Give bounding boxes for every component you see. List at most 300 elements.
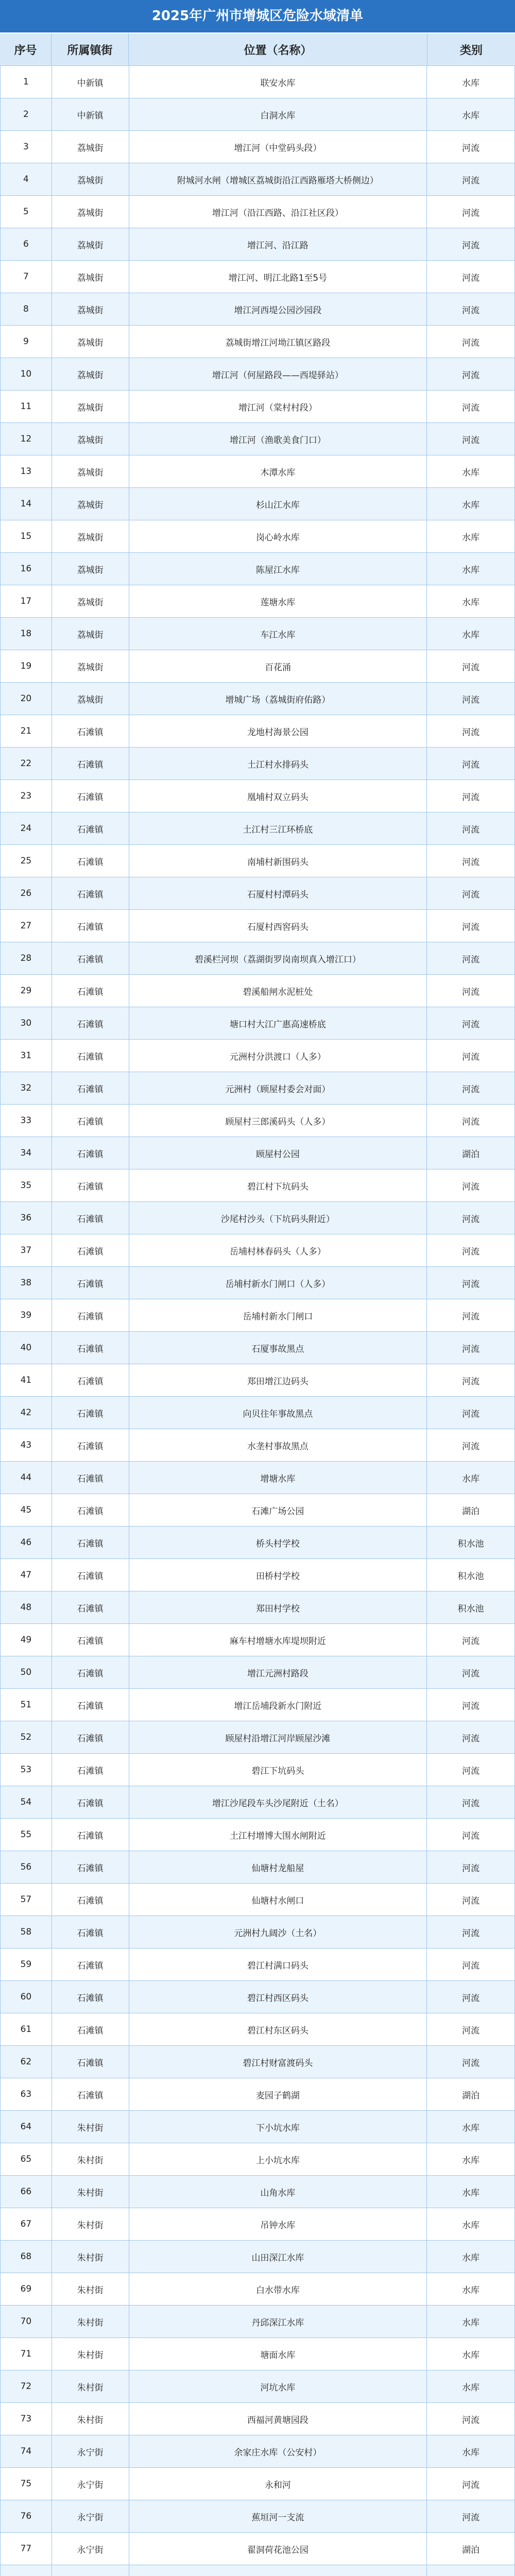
cell-town: 荔城街	[52, 455, 129, 487]
table-row	[1, 228, 514, 261]
cell-town: 石滩镇	[52, 1170, 129, 1201]
cell-town: 石滩镇	[52, 1786, 129, 1818]
cell-category: 河流	[462, 1376, 480, 1387]
cell-location: 蕉垣河一支流	[129, 2500, 427, 2532]
cell-category: 河流	[462, 1344, 480, 1354]
cell-category: 河流	[462, 727, 480, 738]
table-row	[1, 1656, 514, 1689]
cell-location: 翟洞荷花池公园	[129, 2533, 427, 2565]
table-row	[1, 1721, 514, 1754]
cell-location: 上小坑水库	[129, 2143, 427, 2175]
cell-category: 水库	[462, 2350, 480, 2361]
table-row	[1, 1072, 514, 1105]
cell-category: 河流	[462, 1668, 480, 1679]
cell-index: 74	[1, 2435, 52, 2467]
cell-index: 54	[1, 1786, 52, 1818]
cell-town: 石滩镇	[52, 845, 129, 877]
cell-town: 荔城街	[52, 196, 129, 228]
cell-location: 白水带水库	[129, 2273, 427, 2305]
cell-town: 石滩镇	[52, 1624, 129, 1656]
cell-index: 17	[1, 585, 52, 617]
cell-town: 荔城街	[52, 163, 129, 195]
cell-category: 水库	[462, 2285, 480, 2296]
cell-index: 4	[1, 163, 52, 195]
cell-location: 增江河（中堂码头段）	[129, 131, 427, 163]
cell-category: 河流	[462, 2512, 480, 2523]
cell-index: 36	[1, 1202, 52, 1234]
cell-location: 增江河西堤公园沙园段	[129, 293, 427, 325]
table-row	[1, 845, 514, 877]
cell-category: 河流	[462, 1831, 480, 1841]
cell-location: 郑田村学校	[129, 1591, 427, 1623]
table-row	[1, 683, 514, 715]
table-title: 2025年广州市增城区危险水域清单	[0, 0, 515, 33]
table-row	[1, 1916, 514, 1948]
cell-location: 石厦村西窖码头	[129, 910, 427, 942]
cell-category: 河流	[462, 922, 480, 933]
cell-category: 水库	[462, 2382, 480, 2393]
cell-location: 顾屋村三郎溪码头（人多）	[129, 1105, 427, 1137]
cell-location: 麻车村增塘水库堤坝附近	[129, 1624, 427, 1656]
cell-index: 72	[1, 2370, 52, 2402]
cell-index: 22	[1, 748, 52, 779]
cell-category: 河流	[462, 1116, 480, 1127]
cell-index: 19	[1, 650, 52, 682]
table-row	[1, 423, 514, 455]
cell-town: 荔城街	[52, 553, 129, 585]
cell-location: 碧江村财富渡码头	[129, 2046, 427, 2078]
table-row	[1, 1884, 514, 1916]
cell-town: 石滩镇	[52, 1754, 129, 1786]
cell-location: 元洲村分洪渡口（人多）	[129, 1040, 427, 1072]
cell-category: 水库	[462, 630, 480, 640]
cell-index: 18	[1, 618, 52, 650]
cell-index: 25	[1, 845, 52, 877]
cell-town: 石滩镇	[52, 1819, 129, 1851]
cell-town: 石滩镇	[52, 1397, 129, 1429]
cell-index: 26	[1, 877, 52, 909]
cell-location: 塘口村大江广惠高速桥底	[129, 1007, 427, 1039]
table-row	[1, 488, 514, 520]
table-body	[0, 66, 515, 2576]
cell-index: 29	[1, 975, 52, 1007]
cell-town: 荔城街	[52, 618, 129, 650]
cell-index: 9	[1, 326, 52, 358]
cell-location: 碧江村满口码头	[129, 1948, 427, 1980]
table-row	[1, 2338, 514, 2370]
cell-index: 45	[1, 1494, 52, 1526]
cell-category: 河流	[462, 273, 480, 283]
cell-town: 石滩镇	[52, 1267, 129, 1299]
cell-town: 荔城街	[52, 228, 129, 260]
table-row	[1, 1786, 514, 1819]
cell-town: 石滩镇	[52, 1494, 129, 1526]
cell-index: 43	[1, 1429, 52, 1461]
cell-town: 石滩镇	[52, 2046, 129, 2078]
cell-town: 朱村街	[52, 2176, 129, 2208]
cell-index: 20	[1, 683, 52, 715]
cell-town: 石滩镇	[52, 1656, 129, 1688]
cell-location: 石滩广场公园	[129, 1494, 427, 1526]
cell-category: 湖泊	[462, 1506, 480, 1517]
table-row	[1, 1559, 514, 1591]
cell-category: 河流	[462, 857, 480, 868]
cell-index: 76	[1, 2500, 52, 2532]
cell-index: 59	[1, 1948, 52, 1980]
cell-location: 增江河、明江北路1至5号	[129, 261, 427, 293]
cell-index: 41	[1, 1364, 52, 1396]
table-row	[1, 1462, 514, 1494]
cell-index: 3	[1, 131, 52, 163]
table-row	[1, 1105, 514, 1137]
cell-index: 63	[1, 2078, 52, 2110]
cell-location: 岳埔村新水门闸口（人多）	[129, 1267, 427, 1299]
cell-town: 荔城街	[52, 391, 129, 422]
cell-index: 27	[1, 910, 52, 942]
cell-location: 增江河（棠村村段）	[129, 391, 427, 422]
cell-location: 山角水库	[129, 2176, 427, 2208]
cell-town: 石滩镇	[52, 1948, 129, 1980]
cell-category: 积水池	[457, 1603, 484, 1614]
cell-index: 24	[1, 812, 52, 844]
table-row	[1, 2273, 514, 2306]
cell-category: 湖泊	[462, 2545, 480, 2555]
table-row	[1, 585, 514, 618]
cell-index: 46	[1, 1527, 52, 1558]
cell-location: 土江村增博大围水闸附近	[129, 1819, 427, 1851]
cell-location: 碧江村下坑码头	[129, 1170, 427, 1201]
cell-town: 朱村街	[52, 2338, 129, 2370]
table-row	[1, 2046, 514, 2078]
cell-location: 顾屋村公园	[129, 1137, 427, 1169]
table-row	[1, 1007, 514, 1040]
header-category: 类别	[459, 44, 483, 57]
cell-index: 44	[1, 1462, 52, 1494]
cell-index: 62	[1, 2046, 52, 2078]
cell-location: 白洞水库	[129, 98, 427, 130]
table-row	[1, 2306, 514, 2338]
cell-index: 49	[1, 1624, 52, 1656]
cell-location: 仙塘村水闸口	[129, 1884, 427, 1916]
cell-category: 河流	[462, 208, 480, 218]
cell-location: 岳埔村林春码头（人多）	[129, 1234, 427, 1266]
table-header-row	[0, 33, 515, 66]
cell-category: 河流	[462, 175, 480, 186]
cell-location: 联安水库	[129, 66, 427, 98]
cell-town: 石滩镇	[52, 942, 129, 974]
cell-location: 增江河、沿江路	[129, 228, 427, 260]
cell-category: 河流	[462, 1863, 480, 1874]
cell-town: 石滩镇	[52, 1429, 129, 1461]
cell-category: 水库	[462, 565, 480, 575]
table-row	[1, 358, 514, 391]
table-row	[1, 455, 514, 488]
table-row	[1, 2208, 514, 2241]
cell-location: 碧溪栏河坝（荔湖街罗岗南坝真入增江口）	[129, 942, 427, 974]
cell-category: 水库	[462, 1473, 480, 1484]
cell-location: 岳埔村新水门闸口	[129, 1299, 427, 1331]
cell-location: 碧江村西区码头	[129, 1981, 427, 2013]
cell-category: 水库	[462, 532, 480, 543]
cell-index: 6	[1, 228, 52, 260]
cell-category: 河流	[462, 2480, 480, 2490]
cell-location: 凰埔村双立码头	[129, 780, 427, 812]
table-row	[1, 2143, 514, 2176]
cell-location: 增江河（渔歌美食门口）	[129, 423, 427, 455]
cell-index	[1, 2565, 52, 2576]
cell-town: 荔城街	[52, 520, 129, 552]
cell-location: 增江河（何屋路段——西堤驿站）	[129, 358, 427, 390]
cell-town: 石滩镇	[52, 1040, 129, 1072]
table-row	[1, 293, 514, 326]
cell-index: 50	[1, 1656, 52, 1688]
table-row	[1, 650, 514, 683]
cell-category: 水库	[462, 2220, 480, 2231]
cell-location: 元洲村（顾屋村委会对面）	[129, 1072, 427, 1104]
table-row	[1, 2370, 514, 2403]
table-row	[1, 391, 514, 423]
cell-town: 荔城街	[52, 293, 129, 325]
table-row	[1, 2403, 514, 2435]
table-row	[1, 748, 514, 780]
table-row	[1, 2565, 514, 2576]
cell-town: 石滩镇	[52, 1137, 129, 1169]
table-row	[1, 261, 514, 293]
cell-index: 64	[1, 2111, 52, 2143]
cell-town	[52, 2565, 129, 2576]
cell-index: 13	[1, 455, 52, 487]
cell-location: 莲塘水库	[129, 585, 427, 617]
cell-category: 水库	[462, 597, 480, 608]
cell-location: 南埔村新围码头	[129, 845, 427, 877]
cell-index: 51	[1, 1689, 52, 1721]
cell-town: 石滩镇	[52, 1689, 129, 1721]
cell-town: 石滩镇	[52, 1916, 129, 1948]
cell-category: 水库	[462, 2155, 480, 2166]
cell-town: 石滩镇	[52, 1851, 129, 1883]
cell-index: 23	[1, 780, 52, 812]
cell-location: 桥头村学校	[129, 1527, 427, 1558]
cell-town: 石滩镇	[52, 1202, 129, 1234]
cell-category	[427, 2565, 514, 2576]
cell-category: 河流	[462, 792, 480, 803]
cell-index: 39	[1, 1299, 52, 1331]
cell-category: 河流	[462, 1052, 480, 1062]
cell-town: 永宁街	[52, 2533, 129, 2565]
cell-town: 石滩镇	[52, 1981, 129, 2013]
table-row	[1, 2176, 514, 2208]
table-row	[1, 1591, 514, 1624]
table-row	[1, 2500, 514, 2533]
cell-location	[129, 2565, 427, 2576]
cell-location: 河坑水库	[129, 2370, 427, 2402]
cell-town: 石滩镇	[52, 910, 129, 942]
table-row	[1, 2533, 514, 2565]
cell-town: 朱村街	[52, 2208, 129, 2240]
cell-index: 31	[1, 1040, 52, 1072]
cell-location: 土江村三江环桥底	[129, 812, 427, 844]
table-row	[1, 1234, 514, 1267]
cell-category: 河流	[462, 662, 480, 673]
table-row	[1, 1689, 514, 1721]
cell-index: 65	[1, 2143, 52, 2175]
cell-category: 河流	[462, 2058, 480, 2069]
cell-location: 木潭水库	[129, 455, 427, 487]
cell-category: 河流	[462, 435, 480, 446]
cell-town: 荔城街	[52, 650, 129, 682]
cell-category: 水库	[462, 2188, 480, 2198]
cell-town: 朱村街	[52, 2306, 129, 2337]
cell-category: 河流	[462, 1928, 480, 1939]
table-row	[1, 1754, 514, 1786]
table-row	[1, 1527, 514, 1559]
cell-location: 增江岳埔段新水门附近	[129, 1689, 427, 1721]
cell-category: 河流	[462, 987, 480, 997]
table-row	[1, 2078, 514, 2111]
cell-location: 石厦事故黑点	[129, 1332, 427, 1364]
cell-index: 47	[1, 1559, 52, 1591]
cell-index: 8	[1, 293, 52, 325]
cell-category: 河流	[462, 1311, 480, 1322]
cell-town: 荔城街	[52, 488, 129, 520]
header-town: 所属镇街	[52, 33, 129, 65]
cell-category: 水库	[462, 78, 480, 89]
cell-category: 河流	[462, 402, 480, 413]
cell-town: 荔城街	[52, 585, 129, 617]
cell-town: 石滩镇	[52, 2078, 129, 2110]
cell-town: 荔城街	[52, 326, 129, 358]
table-row	[1, 1819, 514, 1851]
cell-index: 52	[1, 1721, 52, 1753]
cell-town: 石滩镇	[52, 1332, 129, 1364]
table-row	[1, 196, 514, 228]
cell-town: 石滩镇	[52, 812, 129, 844]
cell-category: 河流	[462, 1019, 480, 1030]
table-row	[1, 1948, 514, 1981]
cell-category: 河流	[462, 1181, 480, 1192]
cell-index: 10	[1, 358, 52, 390]
cell-town: 永宁街	[52, 2500, 129, 2532]
cell-location: 山田深江水库	[129, 2241, 427, 2273]
table-row	[1, 1397, 514, 1429]
table-row	[1, 2468, 514, 2500]
cell-location: 杉山江水库	[129, 488, 427, 520]
cell-town: 荔城街	[52, 261, 129, 293]
cell-town: 石滩镇	[52, 877, 129, 909]
cell-index: 58	[1, 1916, 52, 1948]
cell-category: 河流	[462, 1701, 480, 1711]
cell-category: 水库	[462, 500, 480, 511]
cell-index: 48	[1, 1591, 52, 1623]
cell-location: 仙塘村龙船屋	[129, 1851, 427, 1883]
table-row	[1, 98, 514, 131]
cell-location: 顾屋村沿增江河岸顾屋沙滩	[129, 1721, 427, 1753]
cell-index: 73	[1, 2403, 52, 2435]
header-index: 序号	[0, 33, 52, 65]
cell-index: 56	[1, 1851, 52, 1883]
cell-location: 永和河	[129, 2468, 427, 2500]
cell-town: 石滩镇	[52, 1591, 129, 1623]
header-location: 位置（名称）	[129, 33, 427, 65]
cell-category: 河流	[462, 2415, 480, 2426]
table-row	[1, 1851, 514, 1884]
cell-location: 岗心岭水库	[129, 520, 427, 552]
cell-location: 碧江村东区码头	[129, 2013, 427, 2045]
cell-index: 28	[1, 942, 52, 974]
cell-town: 永宁街	[52, 2468, 129, 2500]
cell-town: 石滩镇	[52, 1299, 129, 1331]
cell-category: 湖泊	[462, 1149, 480, 1160]
cell-location: 增江沙尾段车头沙尾附近（土名）	[129, 1786, 427, 1818]
cell-town: 荔城街	[52, 683, 129, 715]
cell-category: 河流	[462, 1733, 480, 1744]
cell-index: 12	[1, 423, 52, 455]
cell-index: 37	[1, 1234, 52, 1266]
cell-category: 河流	[462, 1993, 480, 2004]
cell-town: 朱村街	[52, 2403, 129, 2435]
cell-category: 河流	[462, 370, 480, 381]
cell-location: 碧江下坑码头	[129, 1754, 427, 1786]
table-row	[1, 163, 514, 196]
cell-category: 积水池	[457, 1538, 484, 1549]
cell-index: 35	[1, 1170, 52, 1201]
cell-index: 77	[1, 2533, 52, 2565]
cell-index: 40	[1, 1332, 52, 1364]
table-row	[1, 1332, 514, 1364]
cell-index: 67	[1, 2208, 52, 2240]
table-row	[1, 910, 514, 942]
cell-category: 湖泊	[462, 2090, 480, 2101]
cell-category: 河流	[462, 337, 480, 348]
cell-location: 下小坑水库	[129, 2111, 427, 2143]
cell-location: 土江村水排码头	[129, 748, 427, 779]
cell-town: 永宁街	[52, 2435, 129, 2467]
cell-location: 元洲村九阔沙（土名）	[129, 1916, 427, 1948]
cell-location: 碧溪船闸水泥桩处	[129, 975, 427, 1007]
cell-category: 河流	[462, 1084, 480, 1095]
cell-index: 11	[1, 391, 52, 422]
cell-category: 河流	[462, 1636, 480, 1647]
table-row	[1, 1040, 514, 1072]
cell-category: 水库	[462, 2123, 480, 2133]
cell-town: 石滩镇	[52, 748, 129, 779]
cell-town: 石滩镇	[52, 2013, 129, 2045]
table-row	[1, 942, 514, 975]
cell-category: 河流	[462, 1279, 480, 1290]
cell-location: 丹邱深江水库	[129, 2306, 427, 2337]
cell-town: 石滩镇	[52, 1721, 129, 1753]
table-row	[1, 1170, 514, 1202]
cell-town: 朱村街	[52, 2241, 129, 2273]
table-row	[1, 2111, 514, 2143]
cell-index: 69	[1, 2273, 52, 2305]
cell-location: 余家庄水库（公安村）	[129, 2435, 427, 2467]
cell-category: 河流	[462, 240, 480, 251]
cell-index: 32	[1, 1072, 52, 1104]
table-row	[1, 877, 514, 910]
cell-location: 田桥村学校	[129, 1559, 427, 1591]
cell-category: 河流	[462, 1409, 480, 1419]
cell-index: 30	[1, 1007, 52, 1039]
cell-index: 16	[1, 553, 52, 585]
cell-index: 1	[1, 66, 52, 98]
table-row	[1, 131, 514, 163]
table-row	[1, 1494, 514, 1527]
cell-town: 朱村街	[52, 2370, 129, 2402]
cell-location: 沙尾村沙头（下坑码头附近）	[129, 1202, 427, 1234]
cell-town: 荔城街	[52, 131, 129, 163]
table-row	[1, 326, 514, 358]
